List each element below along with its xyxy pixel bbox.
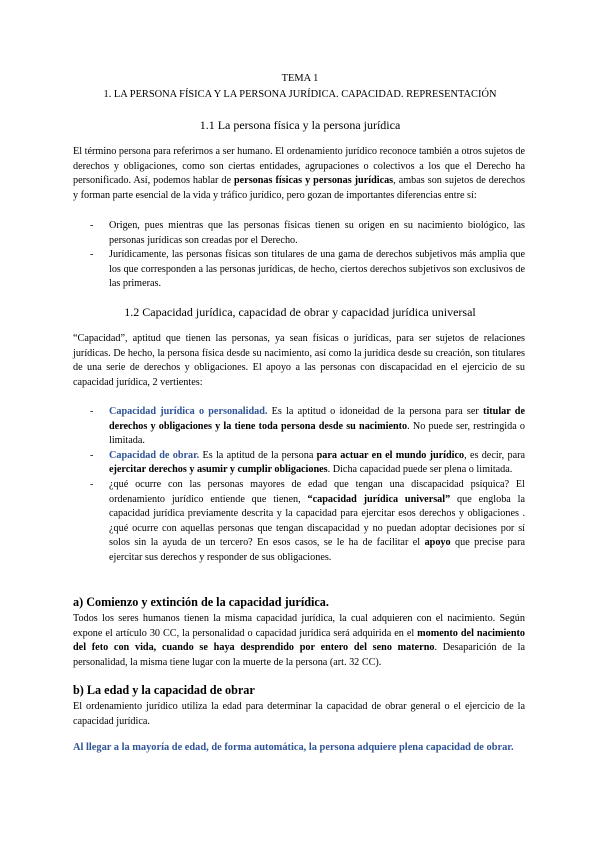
section-1-2-paragraph: “Capacidad”, aptitud que tienen las personas, ya sean físicas o jurídicas, para ser sujetos de relaciones jurídicas. De hecho, la persona física desde su nacimiento, así como la jurídica desde su creación, son titulares de una serie de derechos y obligaciones. El apoyo a las personas con discapacidad en el ejercicio de su capacidad jurídica, 2 vertientes: [73, 333, 525, 388]
capacity-list [73, 405, 525, 566]
section-b-title: b) La edad y la capacidad de obrar [73, 683, 255, 697]
section-1-1-paragraph: El término persona para referirnos a ser humano. El ordenamiento jurídico reconoce también a otros sujetos de derechos y obligaciones, como son ciertas entidades, agrupaciones o colectivos a los que el Derecho ha personificado. Así, podemos hablar de personas físicas y personas jurídicas, ambas son sujetos de derechos y forman parte esencial de la vida y tráfico jurídico, pero gozan de importantes diferencias entre sí: [73, 146, 525, 201]
list-item: - Origen, pues mientras que las personas físicas tienen su origen en su nacimiento biológico, las personas jurídicas son creadas por el Derecho. [90, 220, 525, 246]
list-item: - Jurídicamente, las personas físicas son titulares de una gama de derechos subjetivos más amplia que los que corresponden a las personas jurídicas, de hecho, ciertos derechos subjetivos son exclusivos de las primeras. [90, 249, 525, 290]
chapter-title: 1. LA PERSONA FÍSICA Y LA PERSONA JURÍDICA. CAPACIDAD. REPRESENTACIÓN [103, 89, 497, 100]
differences-list [73, 219, 525, 292]
section-a-title: a) Comienzo y extinción de la capacidad jurídica. [73, 595, 329, 609]
section-1-2-title: 1.2 Capacidad jurídica, capacidad de obrar y capacidad jurídica universal [124, 305, 476, 319]
list-item: - Capacidad de obrar. Es la aptitud de la persona para actuar en el mundo jurídico, es decir, para ejercitar derechos y asumir y cumplir obligaciones. Dicha capacidad puede ser plena o limitada. [90, 449, 526, 476]
section-a-paragraph: Todos los seres humanos tienen la misma capacidad jurídica, la cual adquieren con el nacimiento. Según expone el artículo 30 CC, la personalidad o capacidad jurídica será adquirida en el momento del nacimiento del feto con vida, cuando se haya desprendido por entero del seno materno. Desaparición de la personalidad, la misma tiene lugar con la muerte de la persona (art. 32 CC). [73, 613, 525, 668]
tema-heading: TEMA 1 [281, 73, 319, 84]
section-1-1-title: 1.1 La persona física y la persona jurídica [199, 118, 401, 132]
section-b-paragraph: El ordenamiento jurídico utiliza la edad para determinar la capacidad de obrar general o el ejercicio de la capacidad jurídica. [73, 701, 525, 727]
list-item: - Capacidad jurídica o personalidad. Es la aptitud o idoneidad de la persona para ser titular de derechos y obligaciones y la tiene toda persona desde su nacimiento. No puede ser, restringida o limitada. [90, 406, 526, 447]
majority-age-highlight: Al llegar a la mayoría de edad, de forma automática, la persona adquiere plena capacidad de obrar. [73, 742, 514, 753]
list-item: - ¿qué ocurre con las personas mayores de edad que tengan una discapacidad psíquica? El ordenamiento jurídico entiende que tienen, “capacidad jurídica universal” que engloba la capacidad jurídica previamente descrita y la capacidad para ejercitar esos derechos y obligaciones . ¿qué ocurre con aquellas personas que tengan discapacidad y no puedan adoptar decisiones por sí solos sin la ayuda de un tercero? En esos casos, se le ha de facilitar el apoyo que precise para ejercitar sus derechos y responder de sus obligaciones. [90, 478, 525, 563]
